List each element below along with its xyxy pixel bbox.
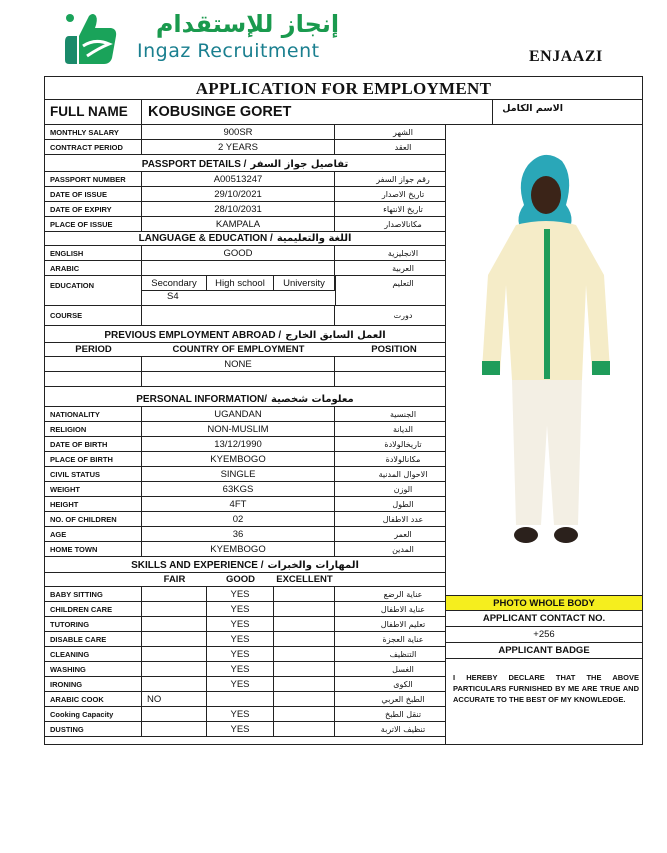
field-value: KYEMBOGO [142,542,335,556]
badge-label: APPLICANT BADGE [446,643,642,659]
skill-label: ARABIC COOK [45,692,142,707]
form-left-column [45,125,445,737]
field-value [142,261,335,275]
field-label: MONTHLY SALARY [45,125,142,139]
skill-arabic: عناية العجزة [382,635,424,644]
personal-info-row [45,422,445,437]
english-row [45,246,445,261]
column-header: GOOD [225,574,256,585]
skill-fair [142,647,207,662]
field-label: HEIGHT [45,497,142,511]
skill-label: CHILDREN CARE [45,602,142,617]
form-title: APPLICATION FOR EMPLOYMENT [45,77,642,100]
section-title: SKILLS AND EXPERIENCE / [131,560,264,571]
course-row [45,306,445,326]
field-label: COURSE [45,306,142,325]
field-value: 4FT [142,497,335,511]
empty-row [45,372,445,387]
field-arabic: تاريخالولادة [384,439,422,449]
section-title: PERSONAL INFORMATION/ [136,394,268,405]
skill-good: YES [207,587,274,602]
field-value: NON-MUSLIM [142,422,335,436]
field-value: SINGLE [142,467,335,481]
language-section-title [45,232,445,246]
skill-good: YES [207,722,274,737]
previous-employment-section-title [45,326,445,343]
previous-employment-row [45,357,445,372]
brand-name: ENJAAZI [529,48,603,65]
field-label: AGE [45,527,142,541]
field-label: RELIGION [45,422,142,436]
field-arabic: مكانالولادة [385,454,421,464]
field-arabic: الجنسية [389,409,417,419]
section-title-arabic: العمل السابق الخارج [285,330,386,341]
thumbs-up-logo-icon [55,10,121,68]
personal-info-row [45,437,445,452]
section-title-arabic: تفاصيل جواز السفر [250,159,349,170]
logo-arabic-text: إنجاز للإستقدام [155,10,340,38]
skill-row [45,617,445,632]
full-name-label: FULL NAME [45,100,142,124]
field-label: ARABIC [45,261,142,275]
skill-excellent [274,662,335,677]
skill-label: DUSTING [45,722,142,737]
field-value: 29/10/2021 [142,187,335,201]
field-label: PLACE OF BIRTH [45,452,142,466]
skill-row [45,602,445,617]
personal-section-title [45,387,445,407]
field-arabic: دورت [393,311,413,320]
personal-info-row [45,467,445,482]
skill-fair [142,617,207,632]
arabic-row [45,261,445,276]
field-arabic: العمر [394,529,412,539]
skill-arabic: الطبخ العربي [381,695,425,704]
education-value: S4 [167,291,179,302]
field-arabic: تاريخ الاصدار [381,189,425,199]
skill-label: Cooking Capacity [45,707,142,722]
column-header: PERIOD [75,344,112,355]
section-title-arabic: المهارات والخبرات [267,560,359,571]
field-arabic: الطول [392,499,414,509]
salary-row [45,125,445,140]
skill-fair [142,587,207,602]
empty-cell [45,372,142,386]
company-logo [55,10,365,68]
education-level-high-school: High school [207,276,274,291]
position-value [335,357,445,371]
field-value: KAMPALA [142,217,335,231]
expiry-date-row [45,202,445,217]
field-value: 36 [142,527,335,541]
skill-excellent [274,722,335,737]
field-value: KYEMBOGO [142,452,335,466]
personal-info-row [45,407,445,422]
field-label: ENGLISH [45,246,142,260]
skill-label: WASHING [45,662,142,677]
skill-row [45,587,445,602]
skill-arabic: التنظيف [389,650,417,659]
skill-row [45,662,445,677]
previous-employment-header [45,343,445,357]
skill-good: YES [207,632,274,647]
skill-arabic: تعليم الاطفال [380,620,426,629]
education-level-university: University [274,276,335,291]
skill-row [45,707,445,722]
photo-label: PHOTO WHOLE BODY [446,595,642,611]
field-value [142,306,335,325]
skill-row [45,632,445,647]
field-label: CIVIL STATUS [45,467,142,481]
field-label: DATE OF EXPIRY [45,202,142,216]
skill-label: IRONING [45,677,142,692]
personal-info-row [45,527,445,542]
skill-arabic: عناية الاطفال [380,605,426,614]
field-arabic: رقم جواز السفر [376,174,430,184]
field-value: 13/12/1990 [142,437,335,451]
field-label: DATE OF ISSUE [45,187,142,201]
field-arabic: الوزن [393,484,413,494]
field-label: NATIONALITY [45,407,142,421]
period-value [45,357,142,371]
personal-info-rows [45,407,445,557]
skill-fair [142,632,207,647]
personal-info-row [45,497,445,512]
skill-arabic: تنظيف الاتربة [380,725,426,734]
skill-row [45,647,445,662]
field-arabic: الديانة [392,424,414,434]
skill-excellent [274,707,335,722]
field-value: GOOD [142,246,335,260]
skill-excellent [274,692,335,707]
field-label: NO. OF CHILDREN [45,512,142,526]
field-value: 28/10/2031 [142,202,335,216]
skill-good: YES [207,617,274,632]
full-name-arabic: الاسم الكامل [502,103,563,114]
contract-row [45,140,445,155]
country-value: NONE [142,357,335,371]
section-title: LANGUAGE & EDUCATION / [138,233,273,244]
skill-good: YES [207,647,274,662]
field-arabic: العقد [394,142,412,152]
passport-number-row [45,172,445,187]
skill-fair [142,722,207,737]
skill-excellent [274,617,335,632]
skill-row [45,677,445,692]
full-name-value: KOBUSINGE GORET [143,100,493,124]
column-header: EXCELLENT [276,574,333,585]
section-title: PREVIOUS EMPLOYMENT ABROAD / [104,330,282,341]
issue-date-row [45,187,445,202]
personal-info-row [45,512,445,527]
skill-good [207,692,274,707]
field-arabic: مكانالاصدار [384,219,422,229]
application-form [44,76,643,745]
section-title-arabic: اللغة والتعليمية [276,233,352,244]
personal-info-row [45,452,445,467]
declaration-text: I HEREBY DECLARE THAT THE ABOVE PARTICULARS FURNISHED BY ME ARE TRUE AND ACCURATE TO THE BEST OF MY KNOWLEDGE. [453,673,639,704]
field-value: A00513247 [142,172,335,186]
field-label: WEIGHT [45,482,142,496]
logo-english-text: Ingaz Recruitment [137,40,320,62]
education-row [45,276,445,306]
field-arabic: تاريخ الانتهاء [383,204,423,214]
skill-fair: NO [142,692,207,707]
field-arabic: المدين [392,544,414,554]
skill-excellent [274,602,335,617]
field-value: 900SR [142,125,335,139]
field-arabic: الانجليزية [387,248,419,258]
field-label: CONTRACT PERIOD [45,140,142,154]
personal-info-row [45,482,445,497]
field-label: PLACE OF ISSUE [45,217,142,231]
full-name-row [45,100,642,125]
column-header: POSITION [371,344,417,355]
field-label: DATE OF BIRTH [45,437,142,451]
field-arabic: الاحوال المدنية [378,469,428,479]
empty-cell [142,372,335,386]
skill-label: TUTORING [45,617,142,632]
field-arabic: العربية [392,263,414,273]
field-label: EDUCATION [45,276,142,306]
skill-fair [142,602,207,617]
education-level-secondary: Secondary [142,276,207,291]
skill-excellent [274,647,335,662]
field-label: HOME TOWN [45,542,142,556]
skill-arabic: الكوى [393,680,413,689]
skill-arabic: تنقل الطبخ [384,710,422,719]
skill-label: DISABLE CARE [45,632,142,647]
skill-fair [142,677,207,692]
skills-section-title [45,557,445,573]
skills-header [45,573,445,587]
field-value: 02 [142,512,335,526]
field-value: 2 YEARS [142,140,335,154]
field-label: PASSPORT NUMBER [45,172,142,186]
field-arabic: عدد الاطفال [382,514,424,524]
skill-good: YES [207,677,274,692]
section-title-arabic: معلومات شخصية [271,394,354,405]
place-of-issue-row [45,217,445,232]
skill-arabic: عناية الرضع [383,590,423,599]
skill-arabic: الغسل [392,665,414,674]
contact-label: APPLICANT CONTACT NO. [446,611,642,627]
field-arabic: الشهر [393,127,413,137]
skill-fair [142,662,207,677]
field-value: UGANDAN [142,407,335,421]
section-title: PASSPORT DETAILS / [141,159,247,170]
skill-row [45,692,445,707]
skill-row [45,722,445,737]
passport-section-title [45,155,445,172]
skill-good: YES [207,707,274,722]
contact-value: +256 [446,627,642,643]
skill-excellent [274,677,335,692]
field-arabic: التعليم [392,279,414,288]
skill-good: YES [207,602,274,617]
skill-excellent [274,632,335,647]
column-header: COUNTRY OF EMPLOYMENT [172,344,305,355]
skill-good: YES [207,662,274,677]
skill-label: CLEANING [45,647,142,662]
skill-excellent [274,587,335,602]
field-value: 63KGS [142,482,335,496]
skill-label: BABY SITTING [45,587,142,602]
skill-fair [142,707,207,722]
column-header: FAIR [163,574,186,585]
applicant-photo [446,125,642,595]
skills-rows [45,587,445,737]
personal-info-row [45,542,445,557]
